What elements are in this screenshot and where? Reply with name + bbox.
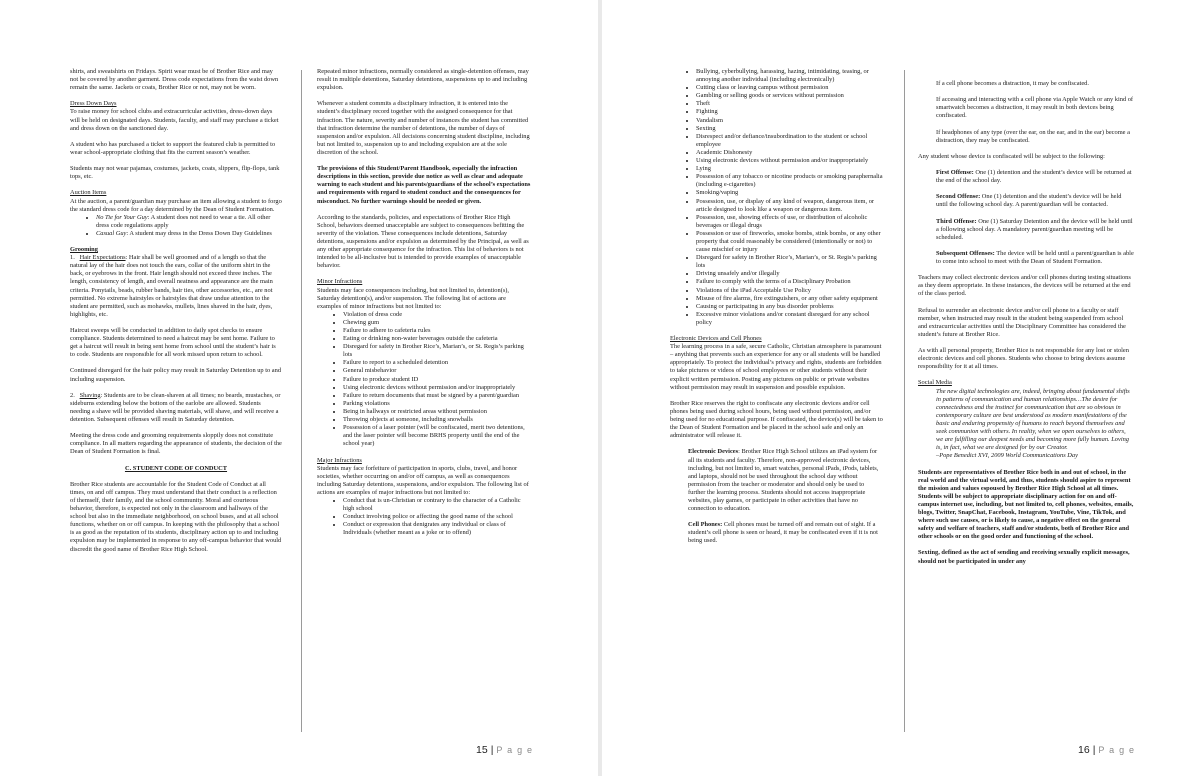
list-item: • Parking violations bbox=[343, 400, 531, 408]
list-item: • Conduct that is un-Christian or contrary to the character of a Catholic high school bbox=[343, 497, 531, 513]
list-item: • Misuse of fire alarms, fire extinguishers, or any other safety equipment bbox=[696, 295, 886, 303]
column-divider bbox=[904, 70, 905, 732]
list-item: • Violations of the iPad Acceptable Use Policy bbox=[696, 287, 886, 295]
list-item: • Violation of dress code bbox=[343, 311, 531, 319]
paragraph: Students may face consequences including, but not limited to, detention(s), Saturday detention(s), and/or suspension. The following list of actions are examples of minor infractions but not limited to: bbox=[317, 286, 510, 310]
list-item: • Casual Guy: A student may dress in the Dress Down Day Guidelines bbox=[96, 230, 282, 238]
paragraph: Repeated minor infractions, normally considered as single-detention offenses, may result in multiple detentions, Saturday detentions, suspensions up to and including expulsion. bbox=[317, 68, 529, 92]
footer-separator: | bbox=[1092, 744, 1096, 756]
list-item: • Possession of a laser pointer (will be confiscated, merit two detentions, and the laser pointer will become BRHS property until the end of the school year) bbox=[343, 424, 531, 448]
paragraph: Haircut sweeps will be conducted in addition to daily spot checks to ensure compliance. Students determined to need a haircut may be sent home. Failure to get a haircut will result in being sent home from school until the student’s hair is to code. Students are responsible for all work missed upon return to school. bbox=[70, 327, 276, 359]
list-item: • Using electronic devices without permission and/or inappropriately bbox=[343, 384, 531, 392]
paragraph-bold-sexting: Sexting, defined as the act of sending and receiving sexually explicit messages, should not be participated in under any bbox=[918, 549, 1130, 565]
paragraph-subsequent-offenses: Subsequent Offenses: The device will be held until a parent/guardian is able to come into school to meet with the Dean of Student Formation. bbox=[936, 249, 1134, 266]
paragraph: As with all personal property, Brother Rice is not responsible for any lost or stolen electronic devices and cell phones. Students who choose to bring devices assume responsibility for it at all times. bbox=[918, 347, 1129, 371]
list-item: • Gambling or selling goods or services without permission bbox=[696, 92, 886, 100]
section-heading-minor-infractions: Minor Infractions bbox=[317, 278, 363, 286]
list-item: • General misbehavior bbox=[343, 367, 531, 375]
quote-attribution: –Pope Benedict XVI, 2009 World Communications Day bbox=[936, 452, 1078, 460]
paragraph: Students may not wear pajamas, costumes, jackets, coats, slippers, flip-flops, tank tops, etc. bbox=[70, 165, 280, 181]
section-heading-electronic-devices: Electronic Devices and Cell Phones bbox=[670, 335, 762, 343]
paragraph: Meeting the dress code and grooming requirements sloppily does not constitute compliance. In all matters regarding the appearance of students, the decision of the Dean of Student Formation is final. bbox=[70, 432, 282, 456]
paragraph-third-offense: Third Offense: One (1) Saturday Detention and the device will be held until a following school day. A mandatory parent/guardian meeting will be scheduled. bbox=[936, 217, 1133, 241]
major-infractions-list-continued bbox=[670, 68, 886, 327]
paragraph-bold-notice: The provisions of this Student/Parent Handbook, especially the infraction descriptions in this section, provide due notice as well as clear and adequate warning to each student and his parents/guardians of the school’s expectations and requirements with regard to student conduct and the consequences for misconduct. No further warnings should be needed or given. bbox=[317, 165, 531, 205]
list-item: • Possession, use, or display of any kind of weapon, dangerous item, or article designed to look like a weapon or dangerous item. bbox=[696, 198, 886, 214]
section-heading-grooming: Grooming bbox=[70, 246, 98, 254]
paragraph-hair: 1. Hair Expectations: Hair shall be well groomed and of a length so that the natural lay of the hair does not touch the ears, collar of the uniform shirt in the back, or eyebrows in the front. Hair length should not exceed three inches. The length, consistency of length, and overall neatness and appearance are the main criteria. Ponytails, beads, rubber bands, hair ties, other accessories, etc., are not permitted. No extreme hairstyles or hairstyles that draw undue attention to the student are permitted, such as mohawks, mullets, lines shaved in the hair, dyes, highlights, etc. bbox=[70, 254, 273, 318]
paragraph: Whenever a student commits a disciplinary infraction, it is entered into the student’s disciplinary record together with the assigned consequence for that infraction. The nature, severity and number of instances the student has committed that infraction determine the number of detentions, the number of days of suspension and/or expulsion. All decisions concerning student discipline, including but not limited to, suspension up to and including expulsion are at the sole discretion of the school. bbox=[317, 100, 530, 156]
paragraph-second-offense: Second Offense: One (1) detention and the student’s device will be held until the following school day. A parent/guardian will be contacted. bbox=[936, 193, 1122, 209]
list-item: • Vandalism bbox=[696, 117, 886, 125]
list-item: • Driving unsafely and/or illegally bbox=[696, 270, 886, 278]
paragraph-shaving: 2. Shaving: Students are to be clean-shaven at all times; no beards, mustaches, or sideburns extending below the bottom of the earlobe are allowed. Students needing a shave will be provided shaving materials, will shave, and will receive a detention. Subsequent offenses will result in Saturday detention. bbox=[70, 391, 281, 424]
paragraph: The learning process in a safe, secure Catholic, Christian atmosphere is paramount – anything that prevents such an experience for any or all students will be handled appropriately. To protect the individual’s privacy and rights, students are forbidden to take pictures or videos of school employees or other students without their explicit written permission. Posting any pictures on public or private websites without permission may result in suspension and possible expulsion. bbox=[670, 343, 882, 391]
paragraph: Any student whose device is confiscated will be subject to the following: bbox=[918, 152, 1105, 160]
list-item: • Possession or use of fireworks, smoke bombs, stink bombs, or any other property that could reasonably be considered (intentionally or not) to cause mischief or injury bbox=[696, 230, 886, 254]
page-number-footer bbox=[476, 744, 533, 756]
minor-infractions-list bbox=[317, 311, 531, 449]
list-item: • Academic Dishonesty bbox=[696, 149, 886, 157]
list-item: • Failure to produce student ID bbox=[343, 376, 531, 384]
paragraph: A student who has purchased a ticket to support the featured club is permitted to wear school-appropriate clothing that fits the current season’s weather. bbox=[70, 140, 276, 156]
right-page-column-1 bbox=[670, 68, 886, 554]
paragraph: Brother Rice students are accountable for the Student Code of Conduct at all times, on and off campus. They must understand that their conduct is a reflection of themself, their family, and the school community. Moral and courteous behavior, therefore, is expected not only in the classroom and hallways of the school but also in the immediate neighborhood, on school buses, and at all school functions, whether on or off campus. In keeping with the philosophy that a school is as good as the reputation of its students, disciplinary action up to and including expulsion may be implemented in response to any off-campus behavior that would discredit the good name of Brother Rice High School. bbox=[70, 480, 282, 553]
list-item: • Conduct involving police or affecting the good name of the school bbox=[343, 513, 531, 521]
paragraph: Brother Rice reserves the right to confiscate any electronic devices and/or cell phones being used during school hours, being used without permission, and/or being used for no educational purpose. If confiscated, the device(s) will be taken to the Dean of Student Formation and be placed in the school safe and only an administrator will release it. bbox=[670, 399, 883, 440]
list-item: • Cutting class or leaving campus without permission bbox=[696, 84, 886, 92]
paragraph: Students may face forfeiture of participation in sports, clubs, travel, and honor societies, whether occurring on and/or off campus, as well as consequences including Saturday detentions, suspensions, and/or expulsion. The following list of actions are examples of major infractions but not limited to: bbox=[317, 464, 529, 496]
list-item: • Fighting bbox=[696, 108, 886, 116]
list-item: • Lying bbox=[696, 165, 886, 173]
list-item: • Causing or participating in any bus disorder problems bbox=[696, 303, 886, 311]
list-item: • Sexting bbox=[696, 125, 886, 133]
page-number-footer bbox=[1078, 744, 1135, 756]
list-item: • Smoking/vaping bbox=[696, 189, 886, 197]
paragraph: Teachers may collect electronic devices and/or cell phones during testing situations as they deem appropriate. In these instances, the devices will be returned at the end of the class period. bbox=[918, 274, 1131, 298]
paragraph-electronic-devices: Electronic Devices: Brother Rice High School utilizes an iPad system for all its students and faculty. Therefore, non-approved electronic devices, including, but not limited to, smart watches, personal iPads, iPods, tablets, and laptops, should not be used throughout the school day without permission from the teacher or moderator and should only be used to further the learning process. Students should not access inappropriate websites, play games, or participate in other activities that have no connection to education. bbox=[688, 448, 879, 513]
list-item: • Conduct or expression that denigrates any individual or class of Individuals (whether meant as a joke or to offend) bbox=[343, 521, 531, 537]
section-heading-social-media: Social Media bbox=[918, 379, 952, 387]
page-16 bbox=[602, 0, 1200, 776]
list-item: • Possession, use, showing effects of use, or distribution of alcoholic beverages or illegal drugs bbox=[696, 214, 886, 230]
page-number: 15 bbox=[476, 744, 488, 756]
list-item: • Using electronic devices without permission and/or inappropriately bbox=[696, 157, 886, 165]
paragraph: To raise money for school clubs and extracurricular activities, dress-down days will be held on designated days. Students, faculty, and staff may purchase a ticket and dress down on the sanctioned day. bbox=[70, 108, 279, 132]
right-page-column-2 bbox=[918, 80, 1134, 574]
list-item: • Possession of any tobacco or nicotine products or smoking paraphernalia (including e-cigarettes) bbox=[696, 173, 886, 189]
column-divider bbox=[301, 70, 302, 732]
paragraph-cell-phones: Cell Phones: Cell phones must be turned off and remain out of sight. If a student’s cell phone is seen or heard, it may be confiscated even if it is not being used. bbox=[688, 521, 878, 545]
left-page-column-1 bbox=[70, 68, 282, 562]
page-15 bbox=[0, 0, 598, 776]
paragraph: If accessing and interacting with a cell phone via Apple Watch or any kind of smartwatch becomes a distraction, it may result in both devices being confiscated. bbox=[936, 96, 1134, 120]
footer-separator: | bbox=[490, 744, 494, 756]
list-item: • Failure to return documents that must be signed by a parent/guardian bbox=[343, 392, 531, 400]
list-item: • Throwing objects at someone, including snowballs bbox=[343, 416, 531, 424]
list-item: • Failure to adhere to cafeteria rules bbox=[343, 327, 531, 335]
section-heading-code-of-conduct: C. STUDENT CODE OF CONDUCT bbox=[124, 464, 228, 472]
list-item: • Disregard for safety in Brother Rice’s, Marian’s, or St. Regis’s parking lots bbox=[696, 254, 886, 270]
quote-text: The new digital technologies are, indeed, bringing about fundamental shifts in patterns of communication and human relationships…The desire for connectedness and the instinct for communication that are so obvious in contemporary culture are best understood as modern manifestations of the basic and enduring propensity of humans to reach beyond themselves and seek communion with others. In reality, when we open ourselves to others, we are fulfilling our deepest needs and becoming more fully human. Loving is, in fact, what we are designed for by our Creator. bbox=[936, 387, 1130, 452]
page-number: 16 bbox=[1078, 744, 1090, 756]
auction-list bbox=[70, 214, 282, 238]
list-item: • Excessive minor violations and/or constant disregard for any school policy bbox=[696, 311, 886, 327]
page-label: P a g e bbox=[1098, 745, 1136, 755]
list-item: • Disregard for safety in Brother Rice’s, Marian’s, or St. Regis’s parking lots bbox=[343, 343, 531, 359]
paragraph: If a cell phone becomes a distraction, it may be confiscated. bbox=[936, 80, 1089, 87]
left-page-column-2 bbox=[317, 68, 531, 546]
section-heading-dress-down: Dress Down Days bbox=[70, 100, 117, 108]
paragraph-first-offense: First Offense: One (1) detention and the student’s device will be returned at the end of the school day. bbox=[936, 169, 1132, 185]
list-item: • Bullying, cyberbullying, harassing, hazing, intimidating, teasing, or annoying another individual (including electronically) bbox=[696, 68, 886, 84]
list-item: • No Tie for Your Guy: A student does not need to wear a tie. All other dress code regulations apply bbox=[96, 214, 282, 230]
major-infractions-list bbox=[317, 497, 531, 537]
page-label: P a g e bbox=[496, 745, 534, 755]
list-item: • Theft bbox=[696, 100, 886, 108]
paragraph: Continued disregard for the hair policy may result in Saturday Detention up to and including suspension. bbox=[70, 367, 282, 383]
list-item: • Eating or drinking non-water beverages outside the cafeteria bbox=[343, 335, 531, 343]
list-item: • Failure to comply with the terms of a Disciplinary Probation bbox=[696, 278, 886, 286]
section-heading-auction: Auction Items bbox=[70, 189, 107, 197]
paragraph: If headphones of any type (over the ear, on the ear, and in the ear) become a distraction, they may be confiscated. bbox=[936, 128, 1130, 144]
paragraph: At the auction, a parent/guardian may purchase an item allowing a student to forgo the standard dress code for a day determined by the Dean of Student Formation. bbox=[70, 197, 282, 213]
paragraph: Refusal to surrender an electronic device and/or cell phone to a faculty or staff member, when instructed may result in the student being suspended from school and extracurricular activities until the Disciplinary Committee has considered the student’s future at Brother Rice. bbox=[918, 306, 1126, 338]
paragraph: shirts, and sweatshirts on Fridays. Spirit wear must be of Brother Rice and may not be covered by another garment. Dress code expectations from the waist down remain the same. Jackets or coats, Brother Rice or not, may not be worn. bbox=[70, 68, 279, 92]
list-item: • Disrespect and/or defiance/insubordination to the student or school employee bbox=[696, 133, 886, 149]
list-item: • Chewing gum bbox=[343, 319, 531, 327]
paragraph-bold-social-media: Students are representatives of Brother Rice both in and out of school, in the real world and the virtual world, and thus, students should aspire to represent the mission and values espoused by Brother Rice High School at all times. Students will be subject to appropriate disciplinary action for on and off-campus internet use, including, but not limited to, cell phones, websites, emails, blogs, Twitter, SnapChat, Facebook, Instagram, YouTube, Vine, TikTok, and where such use causes, or is likely to cause, a negative effect on the general safety and welfare of teachers, staff and/or students, both of Brother Rice and other schools or on the good order and functioning of the school. bbox=[918, 468, 1134, 541]
section-heading-major-infractions: Major Infractions bbox=[317, 456, 362, 464]
paragraph: According to the standards, policies, and expectations of Brother Rice High School, behaviors deemed unacceptable are subject to consequences befitting the severity of the violation. These consequences include detentions, Saturday detentions, suspensions and/or expulsion as determined by the Principal, as well as any other appropriate consequence for the infraction. This list of behaviors is not intended to be all-inclusive but is intended to provide examples of unacceptable behavior. bbox=[317, 213, 529, 270]
list-item: • Being in hallways or restricted areas without permission bbox=[343, 408, 531, 416]
list-item: • Failure to report to a scheduled detention bbox=[343, 359, 531, 367]
